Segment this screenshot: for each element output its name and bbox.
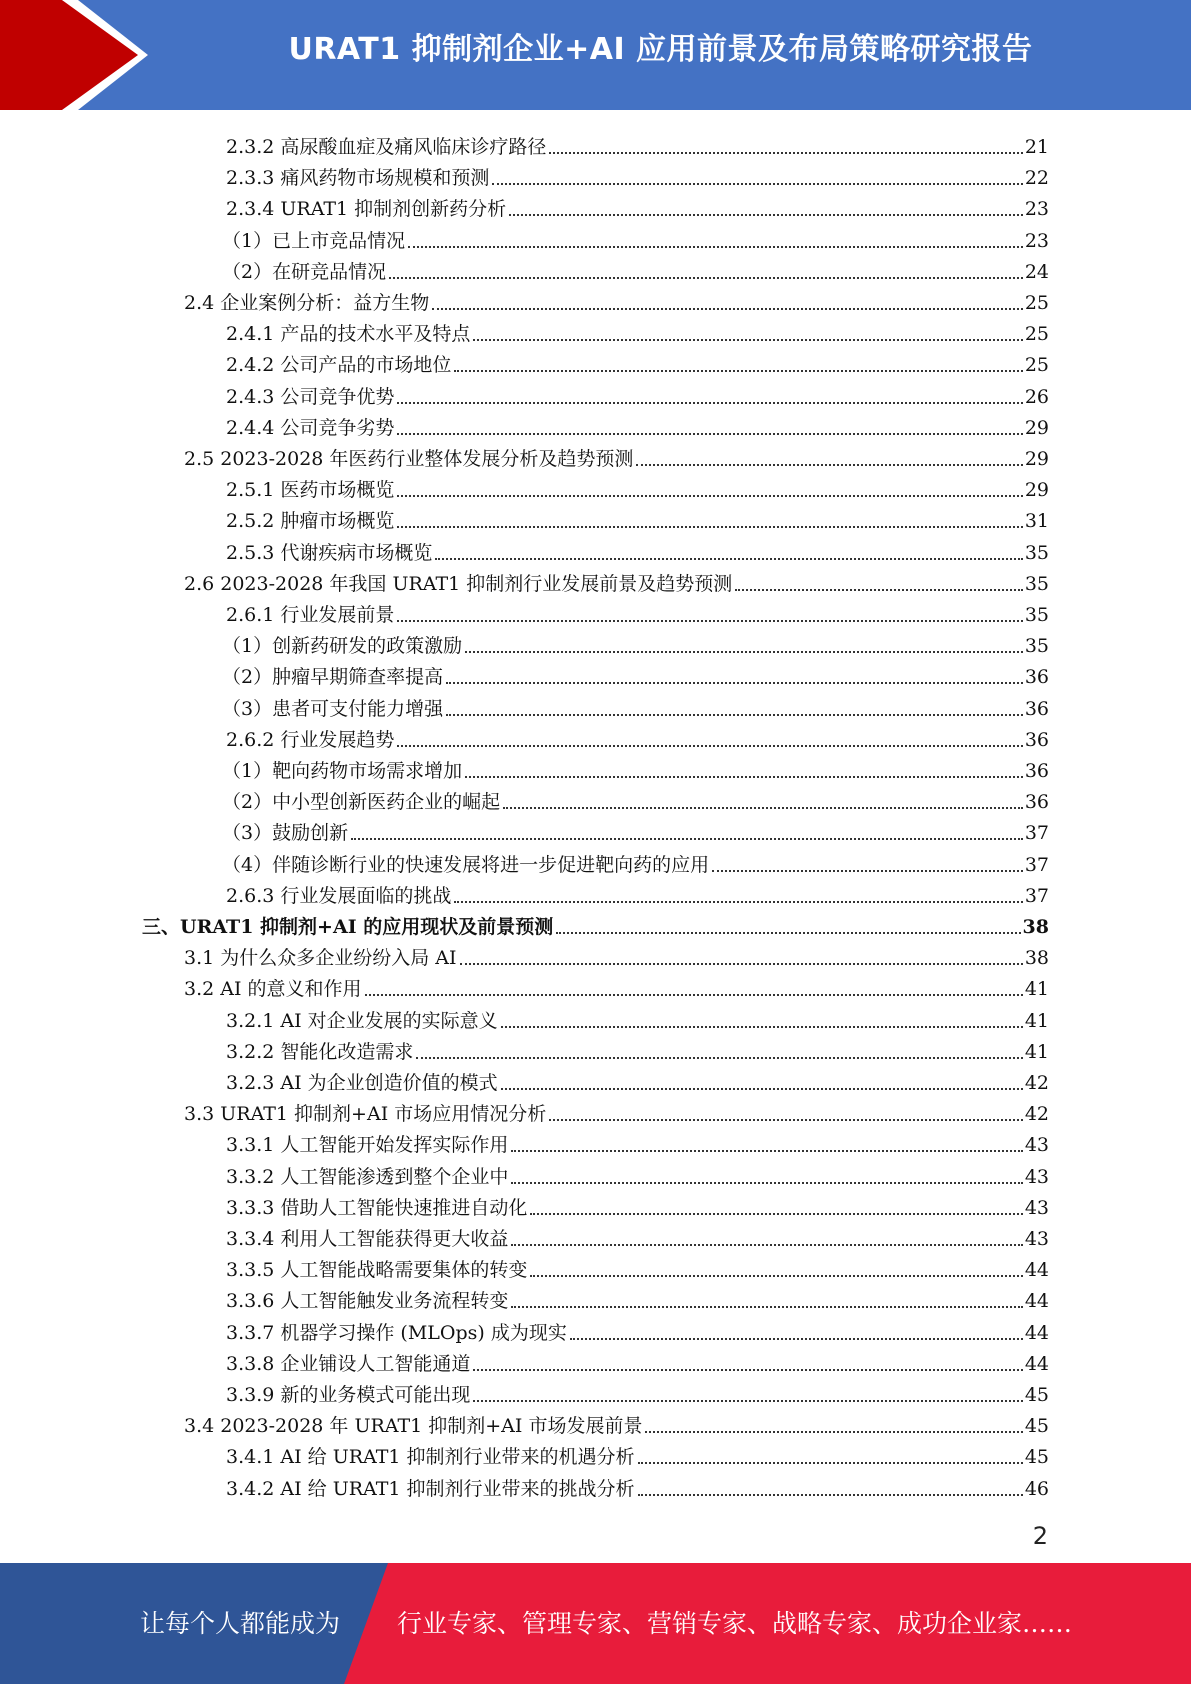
toc-entry[interactable] <box>226 876 1049 907</box>
toc-entry-title: 2.4 企业案例分析：益方生物 <box>184 292 430 314</box>
toc-entry-page: 44 <box>1024 1290 1049 1313</box>
toc-dot-leader <box>570 1337 1023 1340</box>
toc-entry-page: 29 <box>1024 416 1049 439</box>
toc-entry-title: （2）在研竞品情况 <box>222 260 387 283</box>
toc-entry-title: 3.2 AI 的意义和作用 <box>184 978 362 1001</box>
toc-entry[interactable] <box>222 221 1049 252</box>
toc-entry-page: 46 <box>1024 1477 1049 1500</box>
toc-dot-leader <box>454 369 1022 372</box>
toc-entry-title: 3.4.2 AI 给 URAT1 抑制剂行业带来的挑战分析 <box>226 1477 635 1500</box>
toc-entry-title: 3.3.7 机器学习操作 (MLOps) 成为现实 <box>226 1321 567 1344</box>
toc-entry[interactable] <box>184 564 1049 595</box>
toc-entry-page: 45 <box>1024 1446 1049 1469</box>
toc-entry[interactable] <box>226 1375 1049 1406</box>
toc-dot-leader <box>509 213 1023 216</box>
toc-entry-title: 2.6.2 行业发展趋势 <box>226 728 395 751</box>
toc-dot-leader <box>397 525 1022 528</box>
footer-slogan-left: 让每个人都能成为 <box>140 1609 341 1638</box>
toc-entry-page: 42 <box>1024 1072 1049 1094</box>
toc-entry[interactable] <box>226 1001 1049 1032</box>
toc-dot-leader <box>636 463 1022 466</box>
toc-dot-leader <box>408 245 1023 248</box>
toc-entry[interactable] <box>222 782 1049 813</box>
toc-dot-leader <box>416 1056 1022 1059</box>
toc-entry-title: 3.3.3 借助人工智能快速推进自动化 <box>226 1196 528 1219</box>
toc-entry[interactable] <box>184 439 1049 470</box>
toc-entry-title: 3.3 URAT1 抑制剂+AI 市场应用情况分析 <box>184 1103 547 1126</box>
toc-dot-leader <box>511 1181 1022 1184</box>
toc-entry[interactable] <box>226 1219 1049 1250</box>
toc-entry-page: 36 <box>1024 791 1049 814</box>
toc-entry-page: 35 <box>1024 604 1049 626</box>
toc-dot-leader <box>397 744 1022 747</box>
toc-dot-leader <box>503 806 1023 809</box>
toc-dot-leader <box>397 401 1022 404</box>
toc-dot-leader <box>435 557 1022 560</box>
toc-entry[interactable] <box>184 969 1049 1000</box>
report-header <box>0 0 1191 110</box>
toc-entry-title: 3.2.2 智能化改造需求 <box>226 1040 414 1063</box>
toc-entry-title: （4）伴随诊断行业的快速发展将进一步促进靶向药的应用 <box>222 853 710 876</box>
toc-entry-title: 3.3.4 利用人工智能获得更大收益 <box>226 1228 509 1250</box>
toc-entry[interactable] <box>226 377 1049 408</box>
toc-entry[interactable] <box>226 1250 1049 1281</box>
toc-entry-page: 45 <box>1024 1415 1049 1438</box>
toc-dot-leader <box>465 650 1023 653</box>
toc-entry[interactable] <box>226 1032 1049 1063</box>
toc-dot-leader <box>465 775 1023 778</box>
toc-dot-leader <box>473 1368 1022 1371</box>
toc-dot-leader <box>389 276 1023 279</box>
toc-entry-page: 42 <box>1024 1103 1049 1126</box>
toc-entry-page: 37 <box>1024 884 1049 907</box>
toc-entry-title: 2.5 2023-2028 年医药行业整体发展分析及趋势预测 <box>184 448 634 470</box>
toc-dot-leader <box>638 1461 1023 1464</box>
toc-entry[interactable] <box>184 283 1049 314</box>
toc-entry-page: 23 <box>1024 229 1049 252</box>
toc-entry-page: 45 <box>1024 1384 1049 1406</box>
page-number: 2 <box>1032 1522 1048 1550</box>
toc-entry-title: 3.2.3 AI 为企业创造价值的模式 <box>226 1072 498 1094</box>
report-footer <box>0 1563 1191 1684</box>
toc-dot-leader <box>530 1274 1022 1277</box>
toc-entry-title: （1）创新药研发的政策激励 <box>222 635 463 658</box>
toc-entry[interactable] <box>226 1281 1049 1312</box>
toc-entry[interactable] <box>226 501 1049 532</box>
toc-entry-page: 43 <box>1024 1165 1049 1188</box>
toc-entry-page: 36 <box>1024 760 1049 782</box>
toc-dot-leader <box>397 619 1022 622</box>
toc-entry[interactable] <box>226 1063 1049 1094</box>
toc-entry-title: 3.2.1 AI 对企业发展的实际意义 <box>226 1009 498 1032</box>
toc-entry-page: 36 <box>1024 728 1049 751</box>
toc-entry-title: 3.3.9 新的业务模式可能出现 <box>226 1384 471 1406</box>
toc-entry-page: 43 <box>1024 1196 1049 1219</box>
toc-entry-title: 2.4.3 公司竞争优势 <box>226 385 395 408</box>
toc-entry[interactable] <box>226 408 1049 439</box>
toc-entry-page: 44 <box>1024 1321 1049 1344</box>
toc-entry[interactable] <box>226 127 1049 158</box>
toc-entry[interactable] <box>226 189 1049 220</box>
toc-entry-title: 3.3.5 人工智能战略需要集体的转变 <box>226 1259 528 1282</box>
toc-entry-page: 24 <box>1024 260 1049 283</box>
toc-entry[interactable] <box>226 345 1049 376</box>
toc-dot-leader <box>712 869 1023 872</box>
toc-dot-leader <box>549 1118 1023 1121</box>
toc-dot-leader <box>397 494 1022 497</box>
toc-dot-leader <box>556 931 1020 934</box>
toc-entry[interactable] <box>226 1437 1049 1468</box>
toc-entry-title: 三、URAT1 抑制剂+AI 的应用现状及前景预测 <box>142 916 554 938</box>
toc-entry-title: （1）已上市竞品情况 <box>222 229 406 252</box>
toc-entry-page: 43 <box>1024 1228 1049 1250</box>
toc-entry[interactable] <box>226 1469 1049 1500</box>
toc-entry[interactable] <box>222 252 1049 283</box>
toc-entry-title: 2.4.4 公司竞争劣势 <box>226 416 395 439</box>
toc-entry-page: 35 <box>1024 635 1049 658</box>
toc-dot-leader <box>397 432 1022 435</box>
toc-entry-title: 2.3.2 高尿酸血症及痛风临床诊疗路径 <box>226 136 547 158</box>
toc-dot-leader <box>511 1149 1022 1152</box>
toc-dot-leader <box>446 713 1023 716</box>
toc-dot-leader <box>365 993 1023 996</box>
toc-entry[interactable] <box>226 595 1049 626</box>
toc-entry-page: 37 <box>1024 853 1049 876</box>
toc-entry-title: （3）患者可支付能力增强 <box>222 697 444 720</box>
toc-entry-title: 2.4.1 产品的技术水平及特点 <box>226 323 471 346</box>
toc-entry-title: 2.6.3 行业发展面临的挑战 <box>226 884 452 907</box>
toc-dot-leader <box>432 307 1023 310</box>
toc-entry-page: 25 <box>1024 354 1049 377</box>
toc-entry[interactable] <box>226 1313 1049 1344</box>
toc-entry[interactable] <box>222 657 1049 688</box>
toc-entry-page: 38 <box>1022 916 1049 938</box>
toc-entry-title: 2.5.2 肿瘤市场概览 <box>226 510 395 533</box>
toc-entry-page: 41 <box>1024 1009 1049 1032</box>
toc-entry-page: 35 <box>1024 541 1049 564</box>
toc-dot-leader <box>735 588 1023 591</box>
toc-entry-title: 3.3.1 人工智能开始发挥实际作用 <box>226 1134 509 1157</box>
toc-entry[interactable] <box>226 1188 1049 1219</box>
toc-entry-page: 35 <box>1024 572 1049 595</box>
toc-entry[interactable] <box>184 1406 1049 1437</box>
toc-entry-page: 25 <box>1024 323 1049 346</box>
toc-entry-title: 2.5.3 代谢疾病市场概览 <box>226 541 433 564</box>
toc-entry-title: 2.3.3 痛风药物市场规模和预测 <box>226 167 490 190</box>
toc-entry[interactable] <box>222 689 1049 720</box>
toc-entry-page: 22 <box>1024 167 1049 190</box>
toc-dot-leader <box>501 1025 1023 1028</box>
toc-entry-title: （1）靶向药物市场需求增加 <box>222 760 463 782</box>
toc-dot-leader <box>351 837 1023 840</box>
toc-entry-title: （2）中小型创新医药企业的崛起 <box>222 791 501 814</box>
red-arrow-logo-icon <box>0 0 160 110</box>
toc-entry-title: 2.3.4 URAT1 抑制剂创新药分析 <box>226 198 507 221</box>
toc-entry-page: 36 <box>1024 697 1049 720</box>
toc-entry-page: 29 <box>1024 448 1049 470</box>
toc-entry[interactable] <box>142 907 1049 938</box>
toc-dot-leader <box>501 1087 1023 1090</box>
toc-entry-title: 2.6 2023-2028 年我国 URAT1 抑制剂行业发展前景及趋势预测 <box>184 572 733 595</box>
toc-entry-page: 29 <box>1024 479 1049 502</box>
toc-entry[interactable] <box>222 626 1049 657</box>
toc-entry-page: 37 <box>1024 822 1049 845</box>
toc-entry-page: 21 <box>1024 136 1049 158</box>
toc-entry-title: 2.4.2 公司产品的市场地位 <box>226 354 452 377</box>
toc-dot-leader <box>511 1305 1022 1308</box>
toc-entry-page: 31 <box>1024 510 1049 533</box>
toc-entry[interactable] <box>184 938 1049 969</box>
toc-entry-title: （2）肿瘤早期筛查率提高 <box>222 666 444 689</box>
toc-entry-page: 26 <box>1024 385 1049 408</box>
toc-entry-page: 38 <box>1024 947 1049 970</box>
toc-entry-title: 3.1 为什么众多企业纷纷入局 AI <box>184 947 457 970</box>
toc-entry-page: 44 <box>1024 1352 1049 1375</box>
toc-entry[interactable] <box>184 1094 1049 1125</box>
toc-entry-page: 36 <box>1024 666 1049 689</box>
toc-dot-leader <box>446 681 1023 684</box>
toc-dot-leader <box>473 1399 1022 1402</box>
toc-entry[interactable] <box>222 845 1049 876</box>
toc-entry[interactable] <box>222 813 1049 844</box>
report-title: URAT1 抑制剂企业+AI 应用前景及布局策略研究报告 <box>288 32 1033 67</box>
toc-entry-title: 3.3.6 人工智能触发业务流程转变 <box>226 1290 509 1313</box>
toc-dot-leader <box>454 900 1022 903</box>
toc-entry[interactable] <box>226 158 1049 189</box>
toc-entry[interactable] <box>226 1157 1049 1188</box>
toc-dot-leader <box>530 1212 1022 1215</box>
toc-entry-page: 44 <box>1024 1259 1049 1282</box>
toc-entry-page: 41 <box>1024 978 1049 1001</box>
toc-entry[interactable] <box>226 470 1049 501</box>
toc-entry[interactable] <box>226 314 1049 345</box>
toc-entry-page: 41 <box>1024 1040 1049 1063</box>
footer-slogan-right: 行业专家、管理专家、营销专家、战略专家、成功企业家…… <box>397 1609 1073 1638</box>
toc-entry-title: 3.3.2 人工智能渗透到整个企业中 <box>226 1165 509 1188</box>
toc-dot-leader <box>460 962 1023 965</box>
toc-entry-page: 23 <box>1024 198 1049 221</box>
toc-entry-title: （3）鼓励创新 <box>222 822 349 845</box>
toc-entry[interactable] <box>226 1125 1049 1156</box>
toc-entry-title: 3.4 2023-2028 年 URAT1 抑制剂+AI 市场发展前景 <box>184 1415 643 1438</box>
toc-entry-title: 3.3.8 企业铺设人工智能通道 <box>226 1352 471 1375</box>
toc-entry-title: 2.6.1 行业发展前景 <box>226 604 395 626</box>
toc-entry-title: 2.5.1 医药市场概览 <box>226 479 395 502</box>
toc-entry[interactable] <box>226 533 1049 564</box>
toc-dot-leader <box>492 182 1022 185</box>
toc-entry[interactable] <box>222 751 1049 782</box>
toc-dot-leader <box>511 1243 1022 1246</box>
toc-dot-leader <box>645 1430 1022 1433</box>
toc-entry-page: 25 <box>1024 292 1049 314</box>
toc-dot-leader <box>638 1493 1023 1496</box>
toc-dot-leader <box>549 151 1022 154</box>
toc-entry-title: 3.4.1 AI 给 URAT1 抑制剂行业带来的机遇分析 <box>226 1446 635 1469</box>
toc-dot-leader <box>473 338 1022 341</box>
toc-entry[interactable] <box>226 720 1049 751</box>
toc-entry[interactable] <box>226 1344 1049 1375</box>
toc-entry-page: 43 <box>1024 1134 1049 1157</box>
